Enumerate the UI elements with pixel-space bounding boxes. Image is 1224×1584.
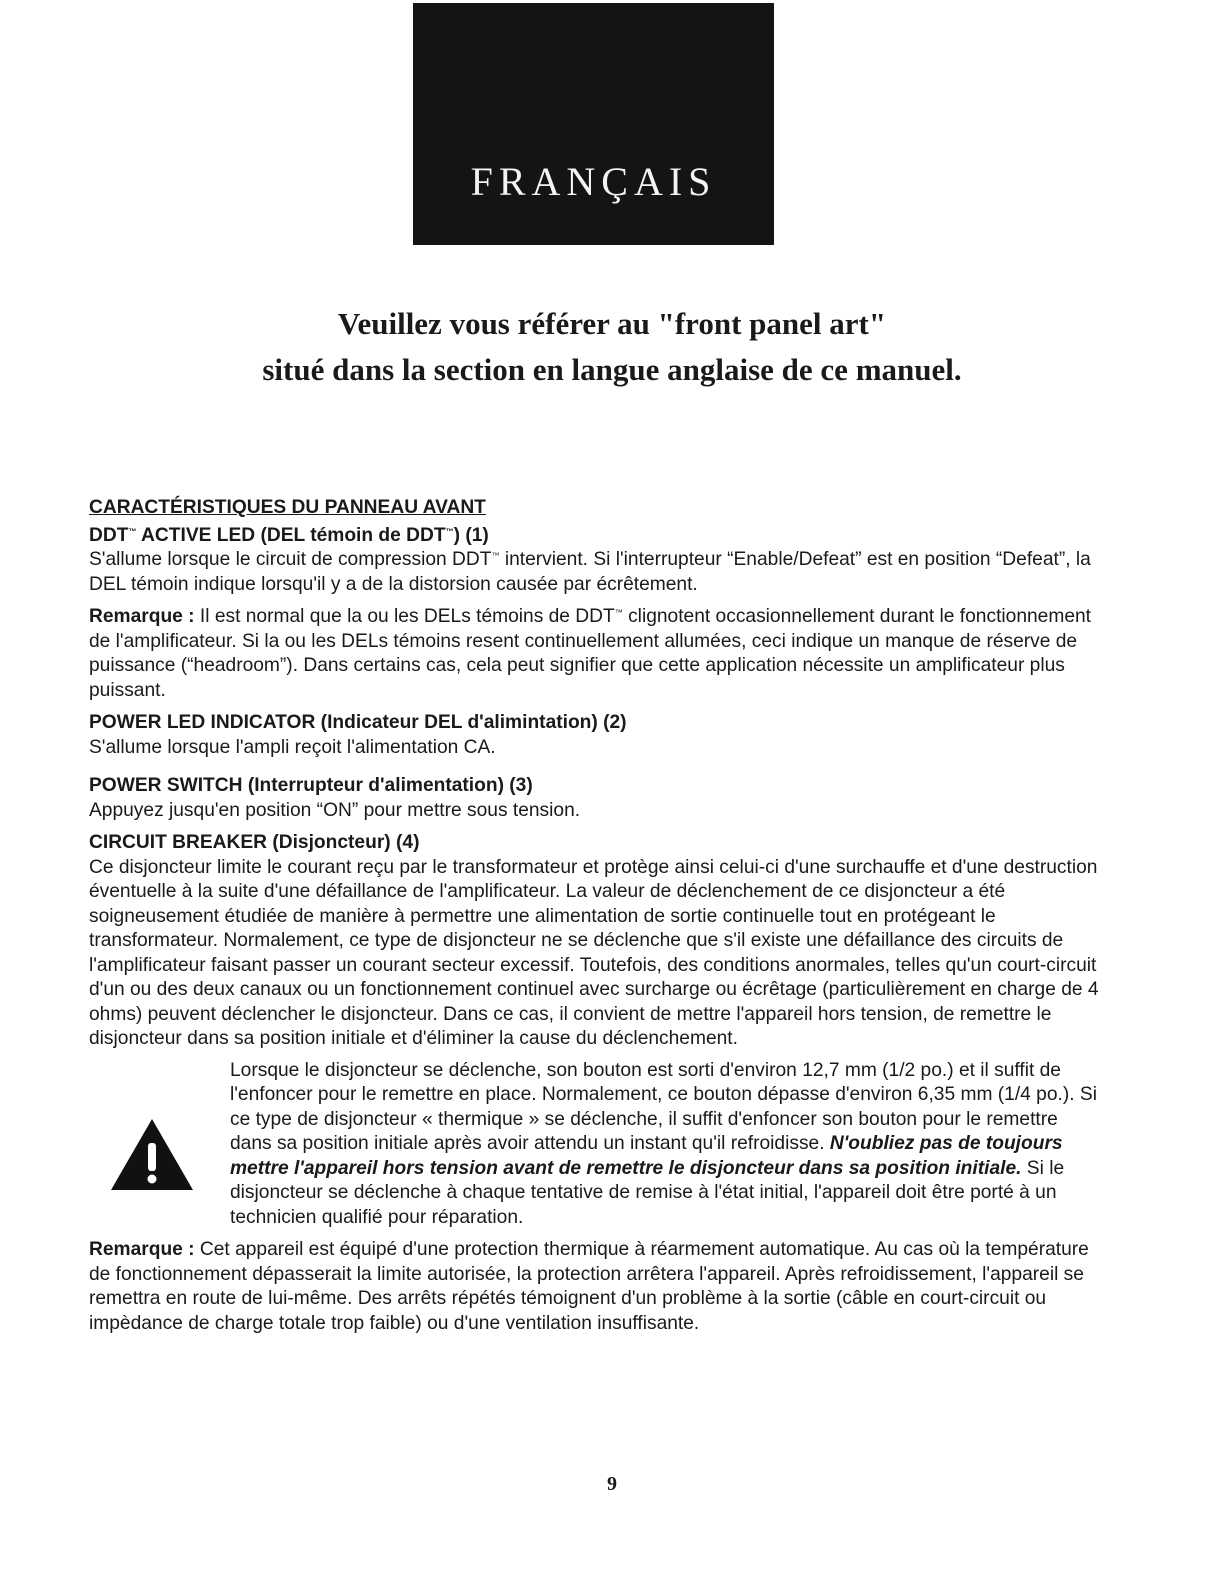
warning-emphasis: N'oubliez pas de toujours mettre l'appareil hors tension avant de remettre le disjoncteur dans sa position initiale. — [230, 1133, 1063, 1179]
remark-label: Remarque : — [89, 1239, 195, 1260]
ddt-led-heading: DDT™ ACTIVE LED (DEL témoin de DDT™) (1) — [89, 524, 489, 546]
breaker-warning-text: Lorsque le disjoncteur se déclenche, son bouton est sorti d'environ 12,7 mm (1/2 po.) et il suffit de l'enfoncer pour le remettre en place. Normalement, ce bouton dépasse d'environ 6,35 mm (1/4 po.). Si ce type de disjoncteur « thermique » se déclenche, il suffit d'enfoncer son bouton pour le remettre dans sa position initiale après avoir attendu un instant qu'il refroidisse. N'oubliez pas de toujours mettre l'appareil hors tension avant de remettre le disjoncteur dans sa position initiale. Si le disjoncteur se déclenche à chaque tentative de remise à l'état initial, l'appareil doit être porté à un technicien qualifié pour réparation. — [230, 1059, 1097, 1228]
breaker-warning-block — [89, 1059, 1099, 1231]
power-led-description: S'allume lorsque l'ampli reçoit l'alimentation CA. — [89, 736, 496, 758]
circuit-breaker-description: Ce disjoncteur limite le courant reçu par le transformateur et protège ainsi celui-ci d'une surchauffe et d'une destruction éventuelle à la suite d'une défaillance de l'amplificateur. La valeur de déclenchement de ce disjoncteur a été soigneusement étudiée de manière à permettre une alimentation de sortie continuelle tout en protégeant le transformateur. Normalement, ce type de disjoncteur ne se déclenche que s'il existe une défaillance des circuits de l'amplificateur faisant passer un courant secteur excessif. Toutefois, des conditions anormales, telles qu'un court-circuit d'un ou des deux canaux ou un fonctionnement continuel avec surcharge ou écrêtage (particulièrement en charge de 4 ohms) peuvent déclencher le disjoncteur. Dans ce cas, il convient de mettre l'appareil hors tension, de remettre le disjoncteur dans sa position initiale et d'éliminer la cause du déclenchement. — [89, 856, 1099, 1049]
page-number: 9 — [607, 1473, 617, 1495]
banner-title: FRANÇAIS — [470, 159, 717, 204]
power-switch-description: Appuyez jusqu'en position “ON” pour mettre sous tension. — [89, 799, 581, 821]
power-led-heading: POWER LED INDICATOR (Indicateur DEL d'alimintation) (2) — [89, 712, 627, 733]
document-body — [89, 496, 1099, 1336]
power-switch-heading: POWER SWITCH (Interrupteur d'alimentation) (3) — [89, 775, 533, 796]
intro-line-1: Veuillez vous référer au "front panel art" — [337, 306, 887, 341]
ddt-led-description: S'allume lorsque le circuit de compression DDT™ intervient. Si l'interrupteur “Enable/Defeat” est en position “Defeat”, la DEL témoin indique lorsqu'il y a de la distorsion causée par écrêtement. — [89, 549, 1091, 595]
remark-ddt: Remarque : Il est normal que la ou les DELs témoins de DDT™ clignotent occasionnellement durant le fonctionnement de l'amplificateur. Si la ou les DELs témoins resent continuellement allumées, ceci indique un manque de réserve de puissance (“headroom”). Dans certains cas, cela peut signifier que cette application nécessite un amplificateur plus puissant. — [89, 606, 1092, 701]
warning-triangle-icon — [109, 1117, 195, 1192]
remark-label: Remarque : — [89, 606, 195, 627]
section-title: CARACTÉRISTIQUES DU PANNEAU AVANT — [89, 497, 486, 518]
language-banner — [413, 3, 774, 245]
remark-thermal: Remarque : Cet appareil est équipé d'une protection thermique à réarmement automatique. Au cas où la température de fonctionnement dépasserait la limite autorisée, la protection arrêtera l'appareil. Après refroidissement, l'appareil se remettra en route de lui-même. Des arrêts répétés témoignent d'un problème à la sortie (câble en court-circuit ou impèdance de charge totale trop faible) ou d'une ventilation insuffisante. — [89, 1239, 1089, 1334]
intro-line-2: situé dans la section en langue anglaise de ce manuel. — [262, 352, 962, 387]
circuit-breaker-heading: CIRCUIT BREAKER (Disjoncteur) (4) — [89, 832, 420, 853]
